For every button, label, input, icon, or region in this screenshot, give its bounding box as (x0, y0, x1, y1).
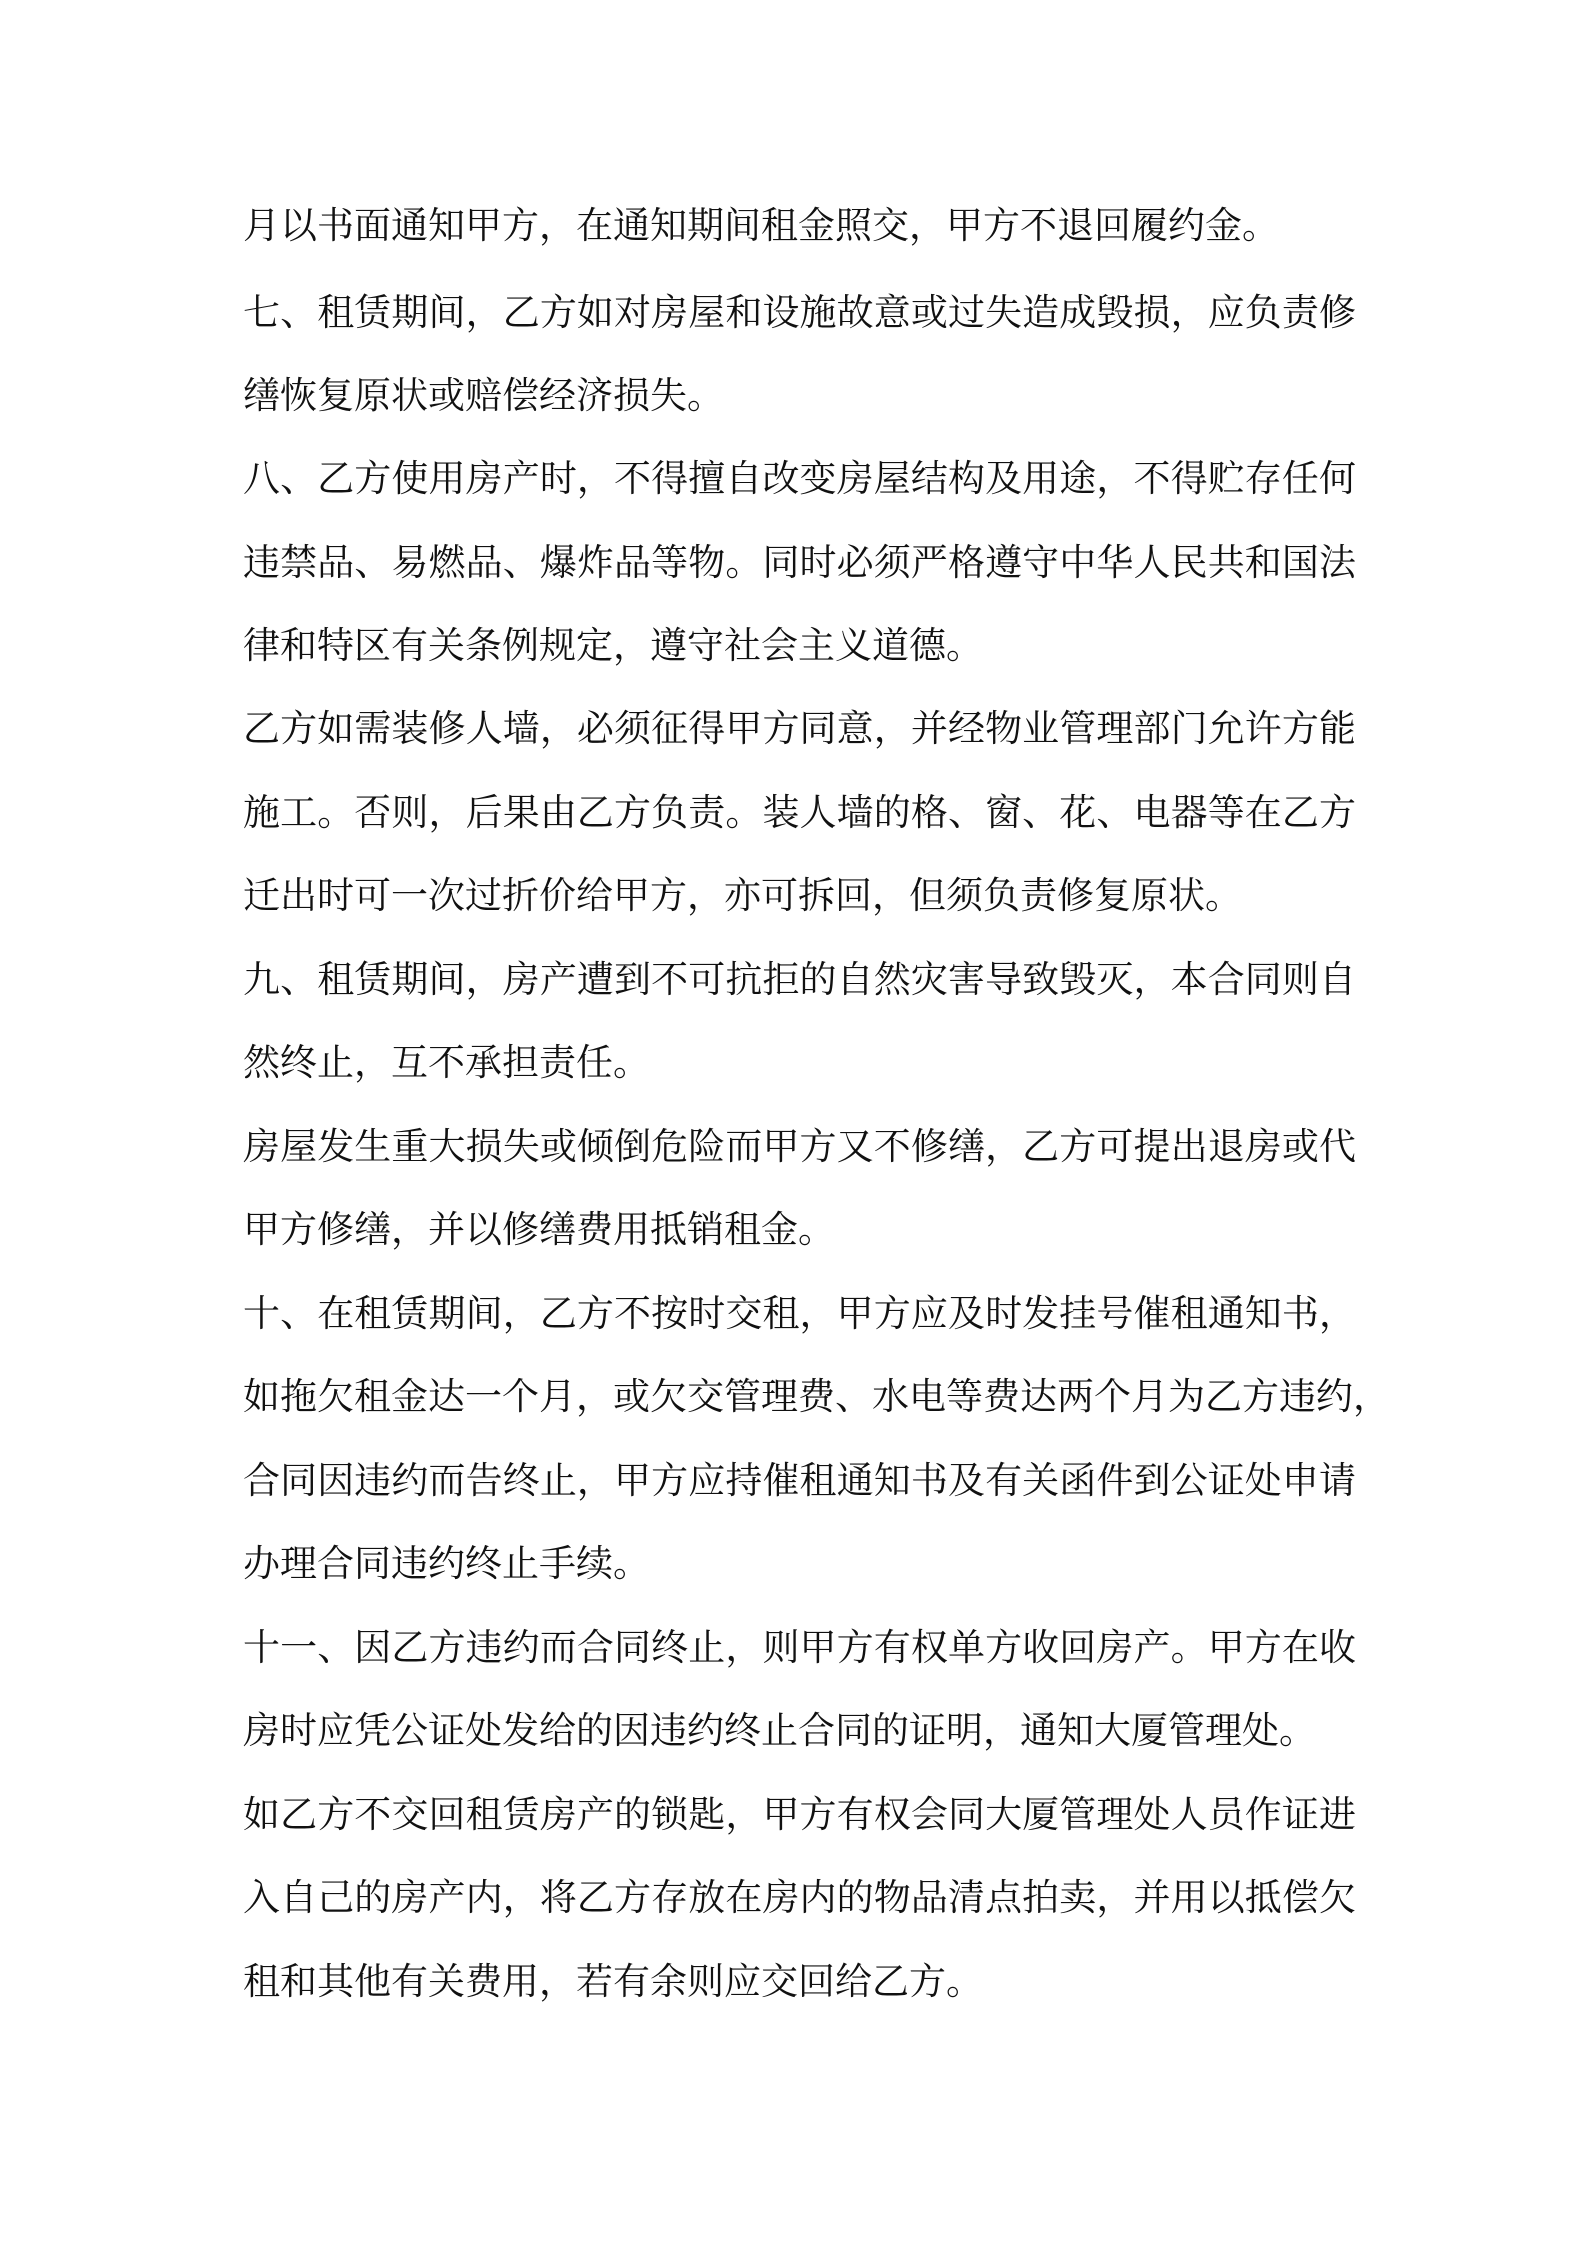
text-line: 八、乙方使用房产时，不得擅自改变房屋结构及用途，不得贮存任何 (243, 457, 1356, 500)
text-line: 如拖欠租金达一个月，或欠交管理费、水电等费达两个月为乙方违约， (243, 1375, 1390, 1418)
text-line: 月以书面通知甲方，在通知期间租金照交，甲方不退回履约金。 (243, 204, 1279, 247)
text-line: 十、在租赁期间，乙方不按时交租，甲方应及时发挂号催租通知书， (243, 1292, 1356, 1335)
text-line: 十一、因乙方违约而合同终止，则甲方有权单方收回房产。甲方在收 (243, 1626, 1356, 1669)
text-line: 办理合同违约终止手续。 (243, 1542, 650, 1585)
text-line: 施工。否则，后果由乙方负责。装人墙的格、窗、花、电器等在乙方 (243, 791, 1356, 834)
text-line: 甲方修缮，并以修缮费用抵销租金。 (243, 1208, 835, 1251)
text-line: 律和特区有关条例规定，遵守社会主义道德。 (243, 624, 983, 667)
text-line: 房屋发生重大损失或倾倒危险而甲方又不修缮，乙方可提出退房或代 (243, 1125, 1356, 1168)
text-line: 租和其他有关费用，若有余则应交回给乙方。 (243, 1960, 983, 2003)
text-line: 入自己的房产内，将乙方存放在房内的物品清点拍卖，并用以抵偿欠 (243, 1876, 1356, 1919)
text-line: 合同因违约而告终止，甲方应持催租通知书及有关函件到公证处申请 (243, 1459, 1356, 1502)
text-line: 七、租赁期间，乙方如对房屋和设施故意或过失造成毁损，应负责修 (243, 291, 1356, 334)
text-line: 缮恢复原状或赔偿经济损失。 (243, 374, 724, 417)
text-line: 九、租赁期间，房产遭到不可抗拒的自然灾害导致毁灭，本合同则自 (243, 958, 1356, 1001)
text-line: 房时应凭公证处发给的因违约终止合同的证明，通知大厦管理处。 (243, 1709, 1316, 1752)
text-line: 如乙方不交回租赁房产的锁匙，甲方有权会同大厦管理处人员作证进 (243, 1793, 1356, 1836)
text-line: 违禁品、易燃品、爆炸品等物。同时必须严格遵守中华人民共和国法 (243, 541, 1356, 584)
text-line: 然终止，互不承担责任。 (243, 1041, 650, 1084)
text-line: 迁出时可一次过折价给甲方，亦可拆回，但须负责修复原状。 (243, 874, 1242, 917)
text-line: 乙方如需装修人墙，必须征得甲方同意，并经物业管理部门允许方能 (243, 707, 1356, 750)
